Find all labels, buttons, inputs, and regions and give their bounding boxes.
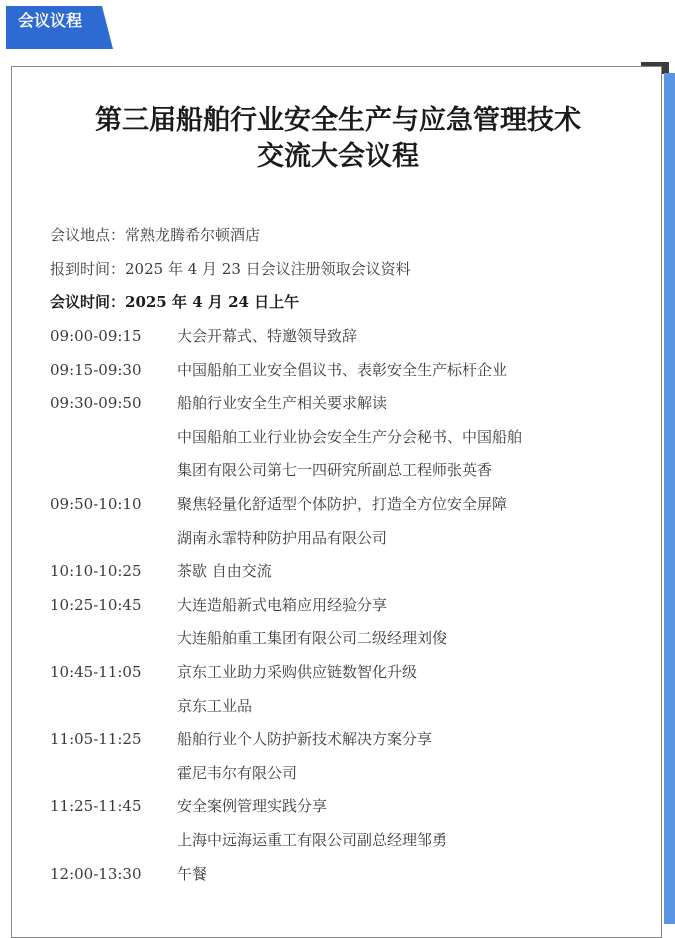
agenda-time: 11:25-11:45 xyxy=(50,797,142,816)
agenda-speaker: 上海中远海运重工有限公司副总经理邹勇 xyxy=(177,831,448,849)
agenda-time: 09:50-10:10 xyxy=(50,495,142,513)
agenda-tab-label: 会议议程 xyxy=(18,11,83,30)
agenda-topic: 安全案例管理实践分享 xyxy=(177,797,328,816)
agenda-time: 10:25-10:45 xyxy=(50,595,142,614)
page-title xyxy=(0,103,675,175)
title-line-1: 第三届船舶行业安全生产与应急管理技术 xyxy=(95,105,581,136)
venue-text: 会议地点：常熟龙腾希尔顿酒店 xyxy=(50,226,261,244)
agenda-time: 12:00-13:30 xyxy=(50,864,142,883)
agenda-time: 09:15-09:30 xyxy=(50,360,142,379)
agenda-topic: 午餐 xyxy=(177,864,208,883)
agenda-topic: 大会开幕式、特邀领导致辞 xyxy=(177,327,358,345)
agenda-time: 11:05-11:25 xyxy=(50,730,142,749)
agenda-time: 10:10-10:25 xyxy=(50,562,142,581)
agenda-speaker: 大连船舶重工集团有限公司二级经理刘俊 xyxy=(177,629,448,648)
agenda-speaker: 湖南永霏特种防护用品有限公司 xyxy=(177,528,388,547)
agenda-topic: 大连造船新式电箱应用经验分享 xyxy=(177,595,388,614)
agenda-speaker: 霍尼韦尔有限公司 xyxy=(177,763,298,782)
agenda-topic: 京东工业助力采购供应链数智化升级 xyxy=(177,663,418,681)
registration-text: 报到时间：2025 年 4 月 23 日会议注册领取会议资料 xyxy=(50,260,411,278)
agenda-speaker: 中国船舶工业行业协会安全生产分会秘书、中国船舶 xyxy=(177,427,523,446)
agenda-topic: 船舶行业个人防护新技术解决方案分享 xyxy=(177,730,433,749)
title-line-2: 交流大会议程 xyxy=(257,141,419,172)
agenda-topic: 聚焦轻量化舒适型个体防护，打造全方位安全屏障 xyxy=(177,495,508,513)
meeting-time-text: 会议时间：2025 年 4 月 24 日上午 xyxy=(50,293,300,311)
agenda-topic: 茶歇 自由交流 xyxy=(177,562,272,581)
agenda-time: 09:00-09:15 xyxy=(50,327,142,345)
agenda-speaker: 京东工业品 xyxy=(177,696,253,715)
agenda-topic: 中国船舶工业安全倡议书、表彰安全生产标杆企业 xyxy=(177,360,508,379)
agenda-topic: 船舶行业安全生产相关要求解读 xyxy=(177,394,388,413)
agenda-speaker: 集团有限公司第七一四研究所副总工程师张英香 xyxy=(177,461,493,480)
agenda-time: 10:45-11:05 xyxy=(50,663,142,681)
card-side-accent xyxy=(664,73,675,924)
agenda-time: 09:30-09:50 xyxy=(50,394,142,413)
